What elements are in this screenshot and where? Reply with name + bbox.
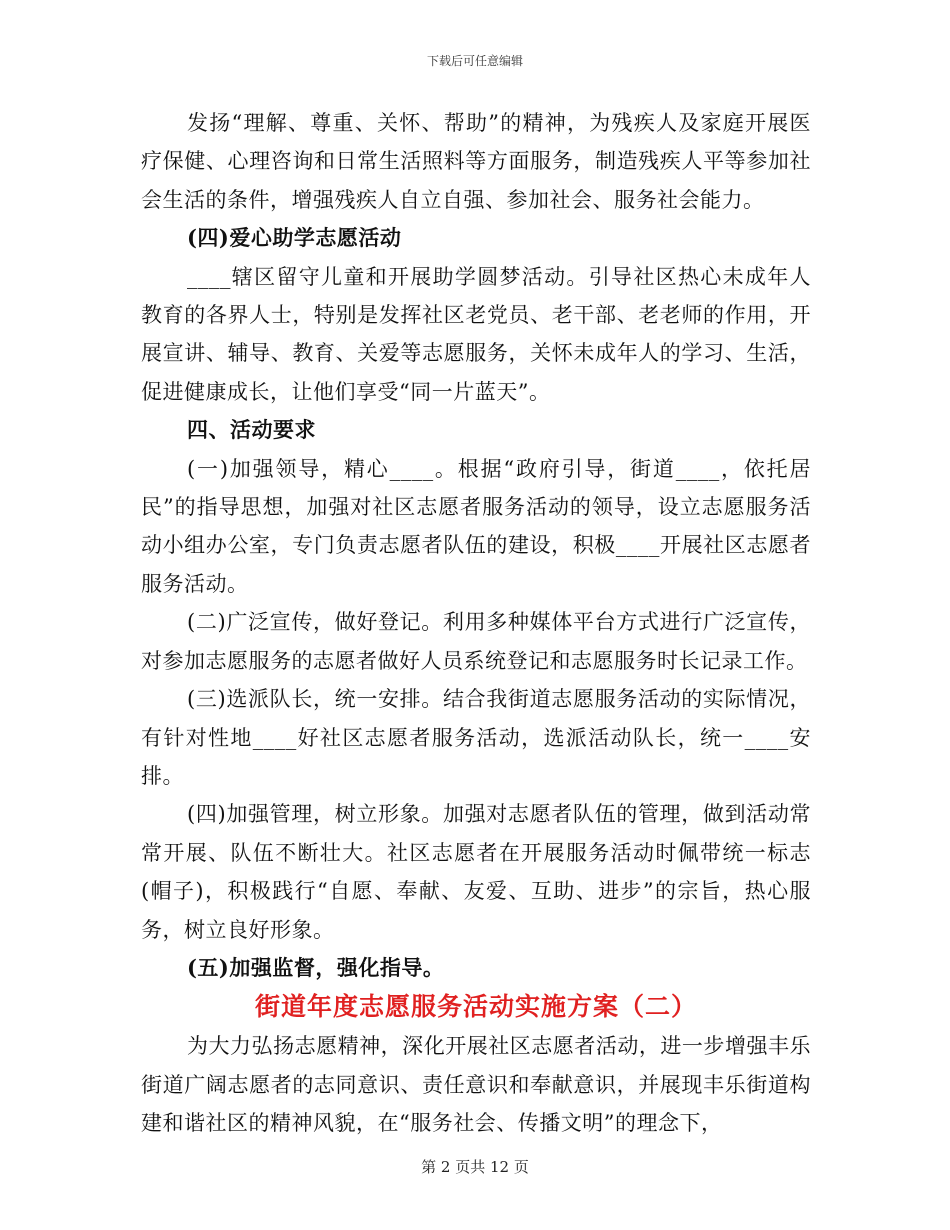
document-body xyxy=(141,104,811,1143)
document-title-part-two: 街道年度志愿服务活动实施方案（二） xyxy=(254,992,697,1022)
section-heading-supervision: (五)加强监督，强化指导。 xyxy=(187,954,445,980)
section-heading-requirements: 四、活动要求 xyxy=(187,417,316,443)
section-heading-study-aid: (四)爱心助学志愿活动 xyxy=(187,225,402,251)
paragraph-publicity: (二)广泛宣传，做好登记。利用多种媒体平台方式进行广泛宣传，对参加志愿服务的志愿者做好人员系统登记和志愿服务时长记录工作。 xyxy=(141,610,811,673)
paragraph-leadership: (一)加强领导，精心____。根据“政府引导，街道____，依托居民”的指导思想，加强对社区志愿者服务活动的领导，设立志愿服务活动小组办公室，专门负责志愿者队伍的建设，积极____开展社区志愿者服务活动。 xyxy=(141,456,811,596)
paragraph-service-disabled: 发扬“理解、尊重、关怀、帮助”的精神，为残疾人及家庭开展医疗保健、心理咨询和日常生活照料等方面服务，制造残疾人平等参加社会生活的条件，增强残疾人自立自强、参加社会、服务社会能力。 xyxy=(141,111,811,212)
page-number-footer: 第 2 页共 12 页 xyxy=(421,1158,529,1176)
paragraph-team-leaders: (三)选派队长，统一安排。结合我街道志愿服务活动的实际情况，有针对性地____好社区志愿者服务活动，选派活动队长，统一____安排。 xyxy=(141,687,811,788)
page-header-note: 下载后可任意编辑 xyxy=(426,54,523,68)
paragraph-management: (四)加强管理，树立形象。加强对志愿者队伍的管理，做到活动常常开展、队伍不断壮大。社区志愿者在开展服务活动时佩带统一标志(帽子)，积极践行“自愿、奉献、友爱、互助、进步”的宗旨，热心服务，树立良好形象。 xyxy=(141,802,811,942)
paragraph-study-aid: ____辖区留守儿童和开展助学圆梦活动。引导社区热心未成年人教育的各界人士，特别是发挥社区老党员、老干部、老老师的作用，开展宣讲、辅导、教育、关爱等志愿服务，关怀未成年人的学习、生活，促进健康成长，让他们享受“同一片蓝天”。 xyxy=(141,264,811,404)
paragraph-intro-part-two: 为大力弘扬志愿精神，深化开展社区志愿者活动，进一步增强丰乐街道广阔志愿者的志同意识、责任意识和奉献意识，并展现丰乐街道构建和谐社区的精神风貌，在“服务社会、传播文明”的理念下， xyxy=(141,1034,811,1136)
